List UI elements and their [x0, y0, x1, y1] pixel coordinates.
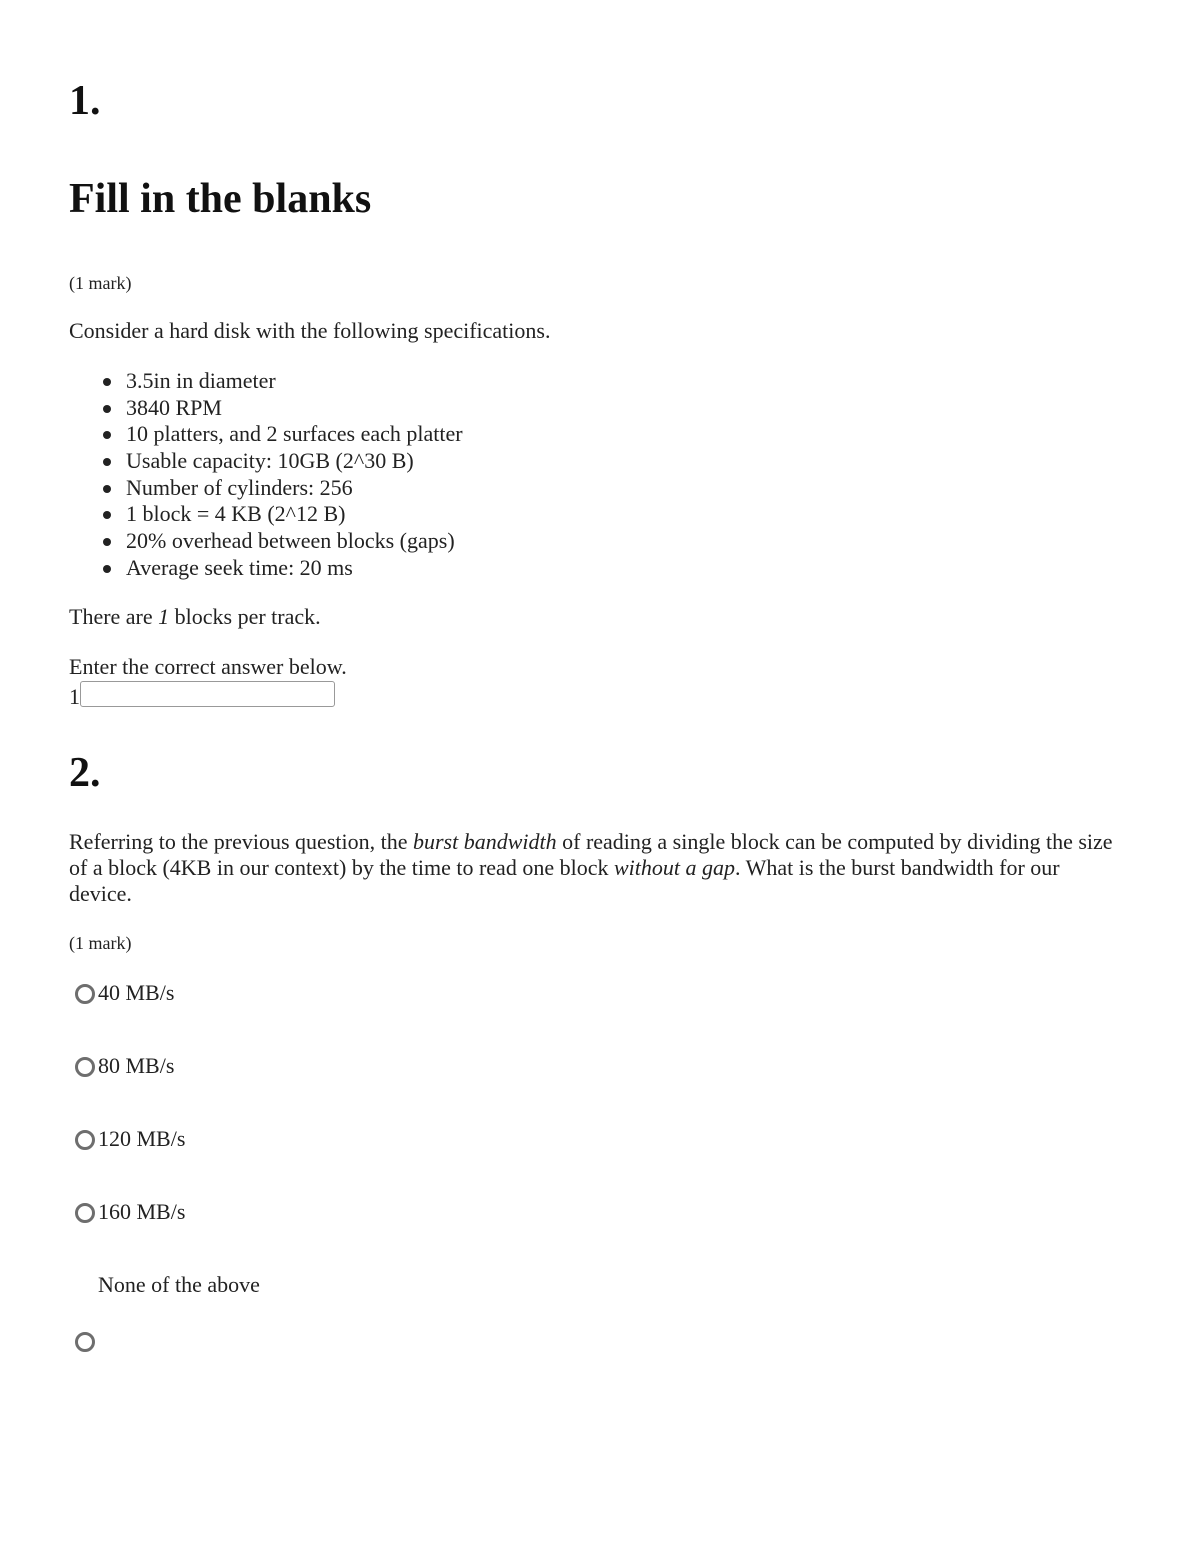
radio-button[interactable]	[75, 1130, 95, 1150]
blank-label: 1	[69, 684, 80, 709]
spec-item: 10 platters, and 2 surfaces each platter	[69, 421, 463, 448]
question-2-number: 2.	[69, 750, 101, 796]
spec-list	[69, 368, 463, 582]
radio-button[interactable]	[75, 1203, 95, 1223]
spec-item: Average seek time: 20 ms	[69, 555, 463, 582]
answer-input[interactable]	[80, 681, 335, 707]
question-1-number: 1.	[69, 78, 101, 124]
question-2-marks: (1 mark)	[69, 933, 132, 953]
question-1-intro: Consider a hard disk with the following specifications.	[69, 318, 551, 343]
bullet-icon	[103, 485, 111, 493]
option-none-label[interactable]: None of the above	[98, 1272, 260, 1297]
option-label: 80 MB/s	[98, 1053, 175, 1078]
spec-item: Number of cylinders: 256	[69, 475, 463, 502]
bullet-icon	[103, 405, 111, 413]
option-label: 120 MB/s	[98, 1126, 186, 1151]
bullet-icon	[103, 431, 111, 439]
bullet-icon	[103, 378, 111, 386]
spec-item: Usable capacity: 10GB (2^30 B)	[69, 448, 463, 475]
spec-item: 20% overhead between blocks (gaps)	[69, 528, 463, 555]
bullet-icon	[103, 538, 111, 546]
spec-item: 3.5in in diameter	[69, 368, 463, 395]
blank-marker: 1	[158, 604, 170, 629]
question-2-text: Referring to the previous question, the burst bandwidth of reading a single block can be computed by dividing the size of a block (4KB in our context) by the time to read one block without a gap. What is the burst bandwidth for our device.	[69, 829, 1113, 906]
bullet-icon	[103, 458, 111, 466]
option-none-radio[interactable]	[75, 1332, 95, 1352]
question-1-marks: (1 mark)	[69, 273, 132, 293]
bullet-icon	[103, 511, 111, 519]
question-1-statement: There are 1 blocks per track.	[69, 604, 321, 629]
question-1-title: Fill in the blanks	[69, 176, 372, 222]
spec-item: 3840 RPM	[69, 395, 463, 422]
radio-button[interactable]	[75, 1057, 95, 1077]
option-label: 160 MB/s	[98, 1199, 186, 1224]
option-label: 40 MB/s	[98, 980, 175, 1005]
radio-button[interactable]	[75, 984, 95, 1004]
spec-item: 1 block = 4 KB (2^12 B)	[69, 501, 463, 528]
answer-prompt: Enter the correct answer below.	[69, 654, 347, 679]
bullet-icon	[103, 565, 111, 573]
